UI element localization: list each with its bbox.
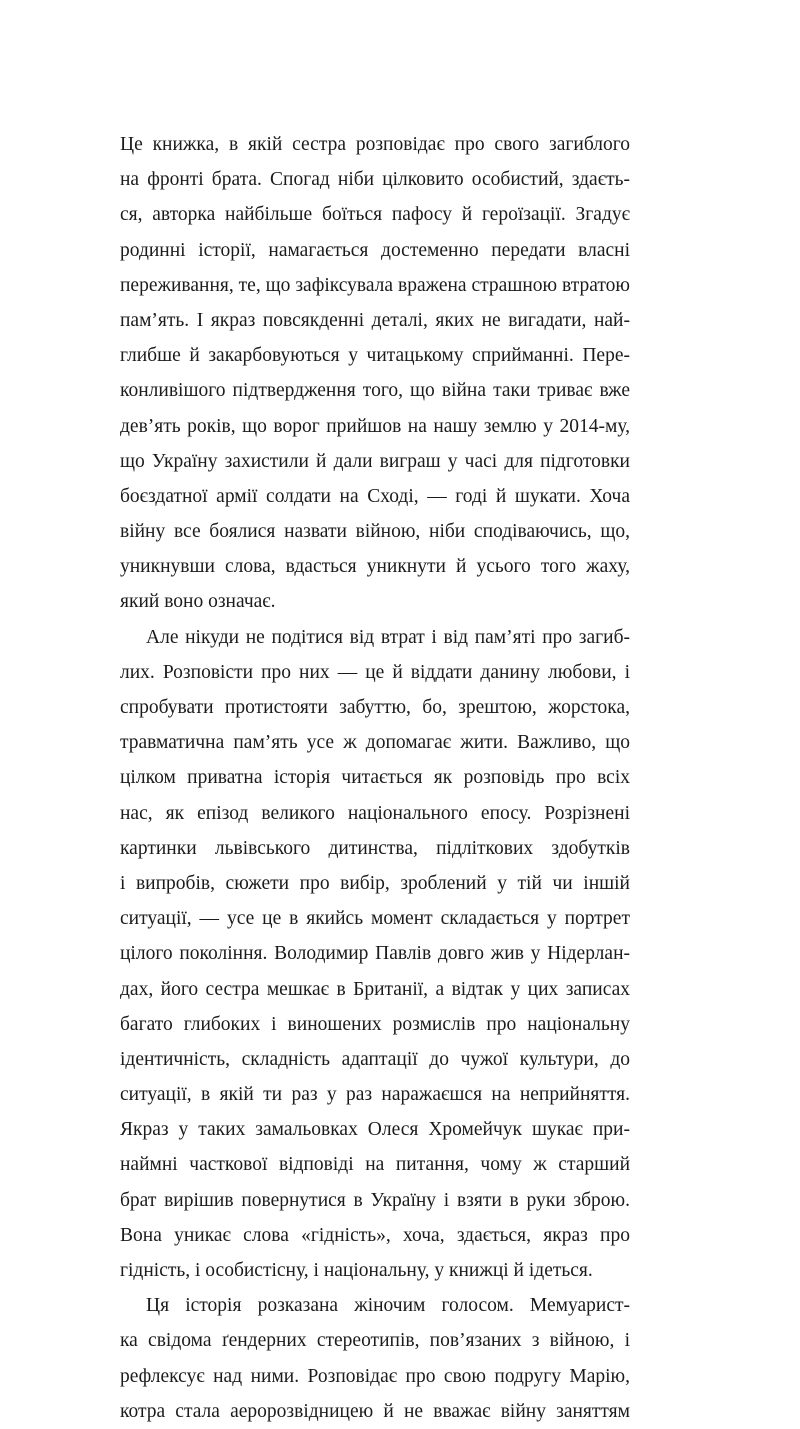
- text-line: спробувати протистояти забуттю, бо, зрештою, жорстока,: [120, 697, 630, 718]
- text-line: лих. Розповісти про них — це й віддати данину любови, і: [120, 661, 630, 683]
- text-line: Ця історія розказана жіночим голосом. Мемуарист-: [146, 1295, 630, 1317]
- text-line: рефлексує над ними. Розповідає про свою подругу Марію,: [120, 1365, 630, 1387]
- text-line: картинки львівського дитинства, підліткових здобутків: [120, 837, 630, 859]
- text-line: цілком приватна історія читається як розповідь про всіх: [120, 767, 630, 789]
- text-line: і випробів, сюжети про вибір, зроблений у тій чи іншій: [120, 872, 630, 894]
- text-line: котра стала аеророзвідницею й не вважає війну заняттям: [120, 1400, 630, 1422]
- text-line: нас, як епізод великого національного епосу. Розрізнені: [120, 802, 630, 824]
- text-line: війну все боялися назвати війною, ніби сподіваючись, що,: [120, 521, 630, 543]
- text-line: Вона уникає слова «гідність», хоча, здається, якраз про: [120, 1224, 630, 1246]
- text-line: дах, його сестра мешкає в Британії, а відтак у цих записах: [120, 978, 630, 1000]
- text-line: ка свідома ґендерних стереотипів, пов’язаних з війною, і: [120, 1330, 630, 1352]
- text-line: брат вирішив повернутися в Україну і взяти в руки зброю.: [120, 1189, 630, 1211]
- paragraph: [120, 127, 630, 620]
- text-line: травматична пам’ять усе ж допомагає жити. Важливо, що: [120, 732, 630, 754]
- text-line: боєздатної армії солдати на Сході, — годі й шукати. Хоча: [120, 485, 630, 507]
- text-line: ідентичність, складність адаптації до чужої культури, до: [120, 1048, 630, 1070]
- text-line: цілого покоління. Володимир Павлів довго жив у Нідерлан-: [120, 943, 630, 965]
- text-line: ситуації, — усе це в якийсь момент складається у портрет: [120, 908, 630, 930]
- text-line: що Україну захистили й дали виграш у часі для підготовки: [120, 450, 630, 472]
- text-line: багато глибоких і виношених розмислів про національну: [120, 1013, 630, 1035]
- text-line: Але нікуди не подітися від втрат і від пам’яті про загиб-: [146, 626, 630, 648]
- text-line: дев’ять років, що ворог прийшов на нашу землю у 2014-му,: [120, 415, 630, 437]
- text-line: ся, авторка найбільше боїться пафосу й героїзації. Згадує: [120, 204, 630, 226]
- text-line: переживання, те, що зафіксувала вражена страшною втратою: [120, 274, 630, 296]
- text-line: гідність, і особистісну, і національну, у книжці й ідеться.: [120, 1260, 593, 1281]
- text-line: Якраз у таких замальовках Олеся Хромейчук шукає при-: [120, 1119, 630, 1141]
- paragraph: [120, 620, 630, 1289]
- paragraph: [120, 1288, 630, 1429]
- text-line: родинні історії, намагається достеменно передати власні: [120, 239, 630, 261]
- text-line: на фронті брата. Спогад ніби цілковито особистий, здаєть-: [120, 169, 630, 191]
- body-text: [120, 127, 630, 1429]
- text-line: ситуації, в якій ти раз у раз наражаєшся на неприйняття.: [120, 1084, 630, 1106]
- text-line: який воно означає.: [120, 591, 276, 613]
- text-line: уникнувши слова, вдасться уникнути й усього того жаху,: [120, 556, 630, 578]
- text-line: пам’ять. І якраз повсякденні деталі, яких не вигадати, най-: [120, 309, 630, 331]
- text-line: конливішого підтвердження того, що війна таки триває вже: [120, 380, 630, 402]
- text-line: глибше й закарбовуються у читацькому сприйманні. Пере-: [120, 345, 630, 367]
- text-line: наймні часткової відповіді на питання, чому ж старший: [120, 1154, 630, 1176]
- text-line: Це книжка, в якій сестра розповідає про свого загиблого: [120, 134, 630, 155]
